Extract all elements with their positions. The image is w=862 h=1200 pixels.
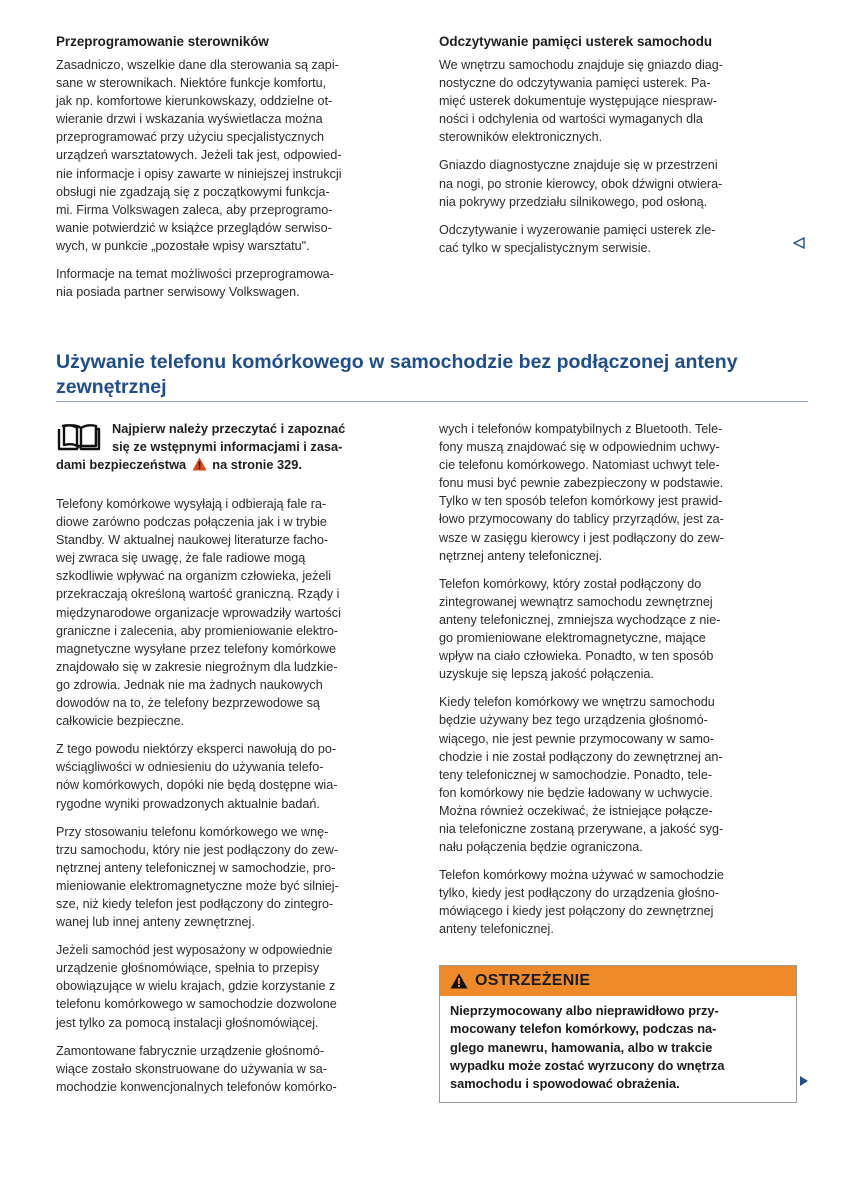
- fault-memory-heading: Odczytywanie pamięci usterek samochodu: [439, 34, 713, 49]
- warning-box: [439, 965, 797, 1103]
- note-line-3-end: na stronie 329.: [212, 457, 302, 472]
- top-right-column: [439, 34, 799, 267]
- left-paragraph-2: Z tego powodu niektórzy eksperci nawołują do po- wściągliwości w odniesieniu do używania telefo- nów komórkowych, dopóki nie będą dostępne wia- rygodne wyniki prowadzonych aktualnie badań.: [56, 742, 338, 811]
- warning-triangle-icon: [192, 457, 207, 471]
- left-paragraph-1: Telefony komórkowe wysyłają i odbierają fale ra- diowe zarówno podczas połączenia jak i w trybie Standby. W aktualnej naukowej literaturze facho- wej zwraca się uwagę, że fale radiowe mogą szkodliwie wpływać na organizm człowieka, jeżeli przekraczają określoną wartość graniczną. Rządy i międzynarodowe organizacje wprowadziły wartości graniczne i zalecenia, aby promieniowanie elektro- magnetyczne wysyłane przez telefony komórkowe znajdowało się w zakresie niegroźnym dla ludzkie- go zdrowia. Jednak nie ma żadnych naukowych dowodów na to, że telefony bezprzewodowe są całkowicie bezpieczne.: [56, 497, 341, 729]
- warning-title: OSTRZEŻENIE: [475, 972, 591, 989]
- fault-memory-paragraph-2: Gniazdo diagnostyczne znajduje się w przestrzeni na nogi, po stronie kierowcy, obok dźwigni otwiera- nia pokrywy przedziału silnikowego, pod osłoną.: [439, 158, 723, 209]
- note-line-1: Najpierw należy przeczytać i zapoznać: [112, 421, 346, 436]
- warning-header: [440, 966, 796, 996]
- left-paragraph-4: Jeżeli samochód jest wyposażony w odpowiednie urządzenie głośnomówiące, spełnia to przepisy obowiązujące w wielu krajach, gdzie korzystanie z telefonu komórkowego w samochodzie dozwolone jest tylko za pomocą instalacji głośnomówiącej.: [56, 943, 337, 1030]
- reprogramming-paragraph-1: Zasadniczo, wszelkie dane dla sterowania są zapi- sane w sterownikach. Niektóre funkcje komfortu, jak np. komfortowe kierunkowskazy, oddzielne ot- wieranie drzwi i wskazania wyświetlacza można przeprogramować przy użyciu specjalistycznych urządzeń warsztatowych. Jeżeli tak jest, odpowied- nie informacje i opisy zawarte w niniejszej instrukcji obsługi nie zgadzają się z początkowymi funkcja- mi. Firma Volkswagen zaleca, aby przeprogramo- wanie potwierdzić w książce przeglądów serwiso- wych, w punkcie „pozostałe wpisy warsztatu".: [56, 58, 342, 253]
- reprogramming-paragraph-2: Informacje na temat możliwości przeprogramowa- nia posiada partner serwisowy Volkswagen.: [56, 267, 334, 300]
- right-paragraph-3: Kiedy telefon komórkowy we wnętrzu samochodu będzie używany bez tego urządzenia głośnomó- wiącego, nie jest pewnie przymocowany w samo- chodzie i nie został podłączony do zewnętrznej an- teny telefonicznej w samochodzie. Ponadto, tele- fon komórkowy nie będzie ładowany w uchwycie. Można również oczekiwać, że istniejące połącze- nia telefoniczne zostaną przerywane, a jakość syg- nału połączenia będzie ograniczona.: [439, 695, 724, 855]
- right-paragraph-2: Telefon komórkowy, który został podłączony do zintegrowanej wewnątrz samochodu zewnętrznej anteny telefonicznej, zmniejsza wychodzące z nie- go promieniowane elektromagnetyczne, mające wpływ na ciało człowieka. Ponadto, w ten sposób uzyskuje się lepszą jakość połączenia.: [439, 576, 721, 682]
- fault-memory-paragraph-1: We wnętrzu samochodu znajduje się gniazdo diag- nostyczne do odczytywania pamięci usterek. Pa- mięć usterek dokumentuje występujące niespraw- ności i odchylenia od wartości wymaganych dla sterowników elektronicznych.: [439, 58, 723, 145]
- continue-arrow-icon: [800, 1076, 808, 1086]
- warning-text: Nieprzymocowany albo nieprawidłowo przy- mocowany telefon komórkowy, podczas na- glego manewru, hamowania, albo w trakcie wypadku może zostać wyrzucony do wnętrza samochodu i spowodować obrażenia.: [450, 1003, 725, 1092]
- note-line-2: się ze wstępnymi informacjami i zasa-: [112, 439, 343, 454]
- note-line-3: [56, 456, 406, 474]
- note-line-3-start: dami bezpieczeństwa: [56, 457, 187, 472]
- intro-note: [56, 420, 406, 474]
- reprogramming-heading: Przeprogramowanie sterowników: [56, 34, 269, 49]
- section-title: Używanie telefonu komórkowego w samochodzie bez podłączonej anteny zewnętrznej: [56, 351, 738, 398]
- right-body-column: [439, 420, 799, 949]
- section-divider: [56, 401, 808, 402]
- top-left-column: [56, 34, 411, 311]
- warning-triangle-icon: [450, 973, 468, 989]
- left-paragraph-3: Przy stosowaniu telefonu komórkowego we wnę- trzu samochodu, który nie jest podłączony do zew- nętrznej anteny telefonicznej w samochodzie, pro- mieniowanie elektromagnetyczne może być silniej- sze, niż kiedy telefon jest podłączony do zintegro- wanej lub innej anteny zewnętrznej.: [56, 824, 339, 930]
- book-icon: [56, 423, 102, 451]
- left-body-column: [56, 495, 411, 1106]
- section-end-triangle-icon: [793, 237, 805, 249]
- fault-memory-paragraph-3: Odczytywanie i wyzerowanie pamięci usterek zle- cać tylko w specjalistycznym serwisie.: [439, 222, 716, 255]
- right-paragraph-4: Telefon komórkowy można używać w samochodzie tylko, kiedy jest podłączony do urządzenia głośno- mówiącego i kiedy jest połączony do zewnętrznej anteny telefonicznej.: [439, 868, 724, 937]
- right-paragraph-1: wych i telefonów kompatybilnych z Bluetooth. Tele- fony muszą znajdować się w odpowiednim uchwy- cie telefonu komórkowego. Natomiast uchwyt tele- fonu musi być pewnie zabezpieczony w podstawie. Tylko w ten sposób telefon komórkowy jest prawid- łowo przymocowany do tablicy przyrządów, jest za- wsze w zasięgu kierowcy i jest podłączony do zew- nętrznej anteny telefonicznej.: [439, 422, 724, 563]
- left-paragraph-5: Zamontowane fabrycznie urządzenie głośnomó- wiące zostało skonstruowane do używania w sa- mochodzie konwencjonalnych telefonów komórko-: [56, 1043, 337, 1094]
